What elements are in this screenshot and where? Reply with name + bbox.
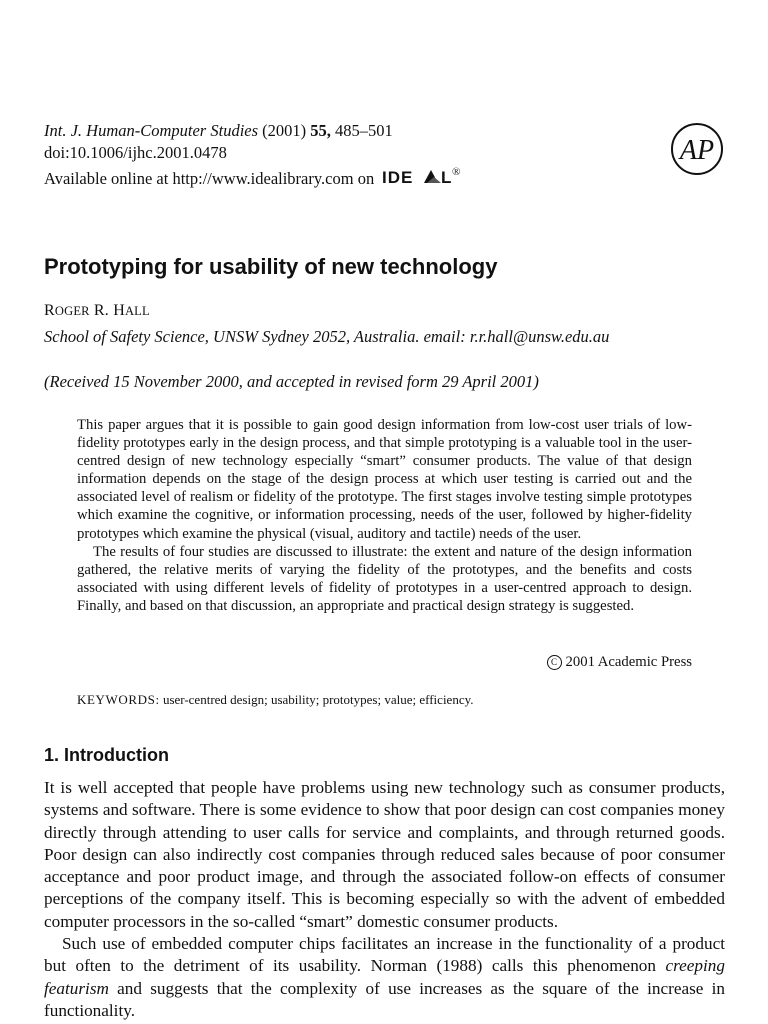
doi: doi:10.1006/ijhc.2001.0478 bbox=[44, 143, 227, 162]
author-last-rest: ALL bbox=[124, 304, 150, 318]
availability-text: Available online at http://www.idealibrary.com on bbox=[44, 169, 375, 188]
body-paragraph: It is well accepted that people have problems using new technology such as consumer products, systems and software. There is some evidence to show that poor design can cost companies money directly through attending to user calls for service and complaints, and through returned goods. Poor design can also indirectly cost companies through reduced sales because of poor consumer acceptance and poor product image, and through the associated follow-on effects of consumer perceptions of the company itself. This is becoming especially so with the advent of embedded computer processors in the so-called “smart” domestic consumer products. bbox=[44, 778, 725, 931]
body-text-run: Such use of embedded computer chips facilitates an increase in the functionality of a product but often to the detriment of its usability. Norman (1988) calls this phenomenon bbox=[44, 934, 725, 976]
body-text bbox=[44, 777, 725, 1022]
author-middle: R. bbox=[93, 302, 109, 319]
received-dates: (Received 15 November 2000, and accepted in revised form 29 April 2001) bbox=[44, 372, 539, 391]
body-emphasis: creeping featurism bbox=[44, 956, 725, 998]
journal-name: Int. J. Human-Computer Studies bbox=[44, 121, 259, 140]
ideal-logo bbox=[382, 166, 464, 186]
keywords-label: KEYWORDS: bbox=[77, 692, 160, 707]
abstract-paragraph: This paper argues that it is possible to gain good design information from low-cost user trials of low-fidelity prototypes early in the design process, and that simple prototyping is a valuable tool in the user-centred design of new technology especially “smart” consumer products. The value of that design information depends on the stage of the design process at which user testing is carried out and the associated level of realism or fidelity of the prototype. The first stages involve testing simple prototypes which examine the cognitive, or information processing, needs of the user, followed by higher-fidelity prototypes which examine the physical (visual, auditory and tactile) needs of the user. bbox=[77, 417, 692, 542]
copyright-text: 2001 Academic Press bbox=[565, 654, 692, 670]
journal-pages: 485–501 bbox=[335, 121, 393, 140]
author-last-initial: H bbox=[113, 302, 125, 319]
svg-text:IDE: IDE bbox=[382, 168, 414, 186]
copyright-icon: C bbox=[547, 655, 562, 670]
journal-citation bbox=[44, 120, 393, 142]
author-initial: R bbox=[44, 302, 55, 319]
copyright-line bbox=[520, 654, 692, 671]
journal-year: (2001) bbox=[262, 121, 307, 140]
keywords-text: user-centred design; usability; prototypes; value; efficiency. bbox=[162, 692, 474, 707]
paper-title: Prototyping for usability of new technology bbox=[44, 254, 498, 279]
abstract bbox=[77, 416, 692, 615]
section-heading: 1. Introduction bbox=[44, 745, 169, 765]
keywords bbox=[77, 692, 474, 708]
publisher-logo bbox=[670, 122, 724, 176]
body-paragraph bbox=[44, 933, 725, 1022]
publisher-logo-text: AP bbox=[679, 135, 715, 166]
author-first-rest: OGER bbox=[54, 304, 90, 318]
abstract-paragraph: The results of four studies are discussed to illustrate: the extent and nature of the design information gathered, the relative merits of varying the fidelity of the prototypes, and the benefits and costs associated with using different levels of fidelity of prototypes in a user-centred approach to design. Finally, and based on that discussion, an appropriate and practical design strategy is suggested. bbox=[77, 543, 692, 614]
author-name bbox=[44, 302, 150, 320]
svg-text:L: L bbox=[441, 168, 452, 186]
author-affiliation: School of Safety Science, UNSW Sydney 2052, Australia. email: r.r.hall@unsw.edu.au bbox=[44, 327, 610, 346]
body-text-run: and suggests that the complexity of use increases as the square of the increase in functionality. bbox=[44, 978, 725, 1020]
registered-mark: ® bbox=[452, 166, 461, 178]
journal-volume: 55, bbox=[310, 121, 331, 140]
availability-line bbox=[44, 164, 464, 190]
